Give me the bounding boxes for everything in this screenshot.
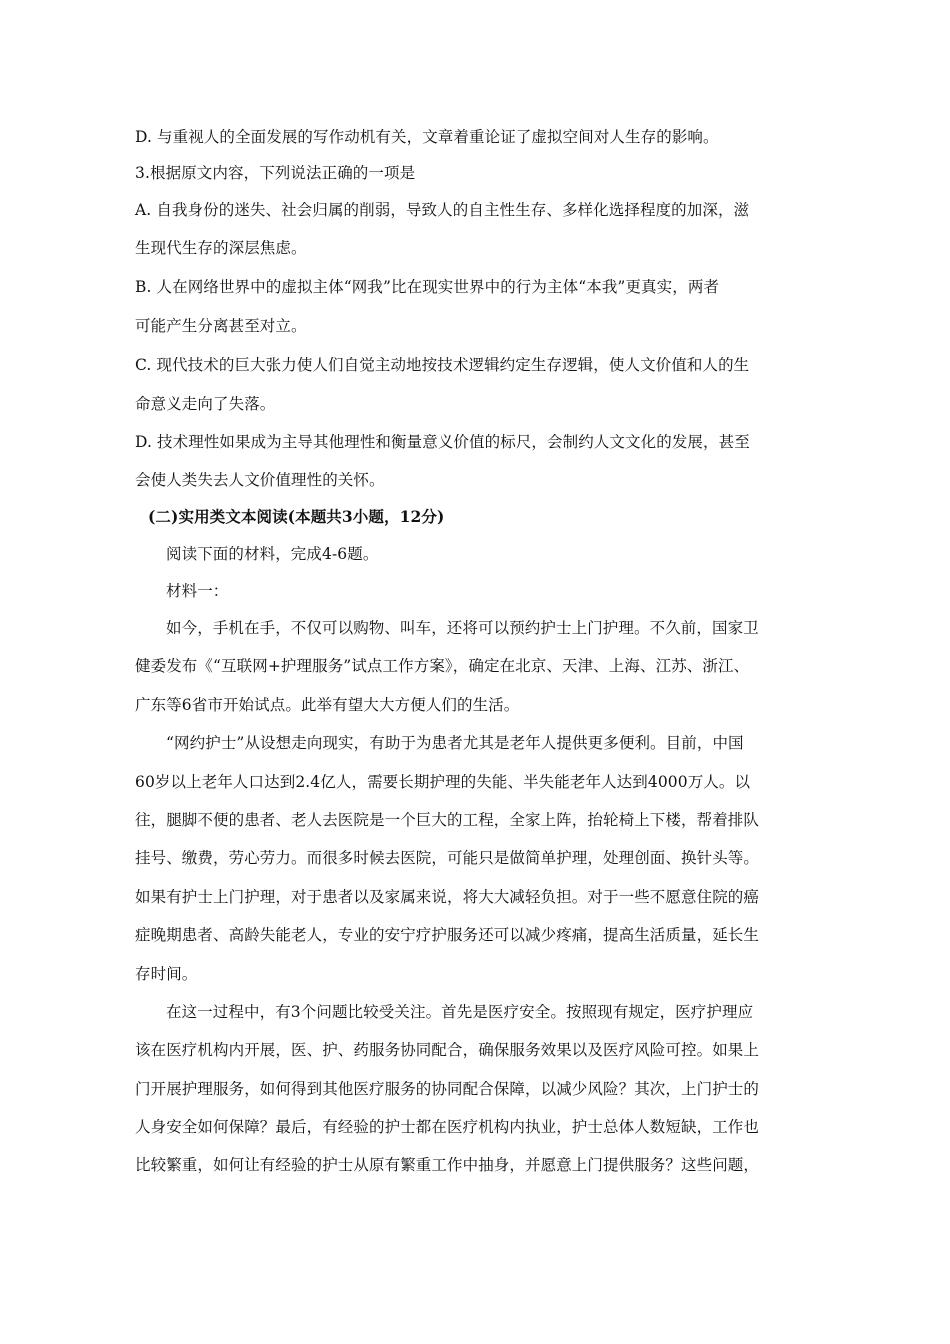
paragraph-2-line-6: 症晚期患者、高龄失能老人，专业的安宁疗护服务还可以减少疼痛，提高生活质量，延长生 (135, 926, 760, 944)
reading-instruction: 阅读下面的材料，完成4-6题。 (166, 545, 379, 563)
option-b-line-2: 可能产生分离甚至对立。 (135, 317, 307, 335)
paragraph-2-line-5: 如果有护士上门护理，对于患者以及家属来说，将大大减轻负担。对于一些不愿意住院的癌 (135, 888, 760, 906)
option-d-line-1: D. 与重视人的全面发展的写作动机有关，文章着重论证了虚拟空间对人生存的影响。 (135, 128, 719, 146)
option-a-line-1: A. 自我身份的迷失、社会归属的削弱，导致人的自主性生存、多样化选择程度的加深，滋 (135, 201, 750, 219)
paragraph-1-line-2: 健委发布《“互联网+护理服务”试点工作方案》，确定在北京、天津、上海、江苏、浙江、 (135, 657, 750, 675)
paragraph-3-line-1: 在这一过程中，有3个问题比较受关注。首先是医疗安全。按照现有规定，医疗护理应 (166, 1003, 754, 1021)
option-c-line-2: 命意义走向了失落。 (135, 395, 276, 413)
option-d2-line-2: 会使人类失去人文价值理性的关怀。 (135, 471, 385, 489)
question-3-stem: 3.根据原文内容，下列说法正确的一项是 (135, 164, 416, 182)
option-a-line-2: 生现代生存的深层焦虑。 (135, 239, 307, 257)
paragraph-1-line-3: 广东等6省市开始试点。此举有望大大方便人们的生活。 (135, 696, 520, 714)
paragraph-3-line-3: 门开展护理服务，如何得到其他医疗服务的协同配合保障，以减少风险？其次，上门护士的 (135, 1080, 760, 1098)
paragraph-2-line-2: 60岁以上老年人口达到2.4亿人，需要长期护理的失能、半失能老年人达到4000万人。以 (135, 773, 751, 791)
option-d2-line-1: D. 技术理性如果成为主导其他理性和衡量意义价值的标尺，会制约人文文化的发展，甚至 (135, 433, 750, 451)
option-b-line-1: B. 人在网络世界中的虚拟主体“网我”比在现实世界中的行为主体“本我”更真实，两者 (135, 278, 720, 296)
paragraph-3-line-4: 人身安全如何保障？最后，有经验的护士都在医疗机构内执业，护士总体人数短缺，工作也 (135, 1118, 760, 1136)
paragraph-2-line-3: 往，腿脚不便的患者、老人去医院是一个巨大的工程，全家上阵，抬轮椅上下楼，帮着排队 (135, 811, 760, 829)
paragraph-3-line-5: 比较繁重，如何让有经验的护士从原有繁重工作中抽身，并愿意上门提供服务？这些问题， (135, 1156, 760, 1174)
option-c-line-1: C. 现代技术的巨大张力使人们自觉主动地按技术逻辑约定生存逻辑，使人文价值和人的生 (135, 356, 750, 374)
paragraph-1-line-1: 如今，手机在手，不仅可以购物、叫车，还将可以预约护士上门护理。不久前，国家卫 (166, 619, 759, 637)
paragraph-3-line-2: 该在医疗机构内开展，医、护、药服务协同配合，确保服务效果以及医疗风险可控。如果上 (135, 1041, 760, 1059)
paragraph-2-line-1: “网约护士”从设想走向现实，有助于为患者尤其是老年人提供更多便利。目前，中国 (166, 734, 744, 752)
paragraph-2-line-7: 存时间。 (135, 965, 198, 983)
material-one-label: 材料一： (166, 582, 229, 600)
section-heading: (二)实用类文本阅读(本题共3小题，12分) (148, 507, 445, 526)
paragraph-2-line-4: 挂号、缴费，劳心劳力。而很多时候去医院，可能只是做简单护理，处理创面、换针头等。 (135, 849, 760, 867)
